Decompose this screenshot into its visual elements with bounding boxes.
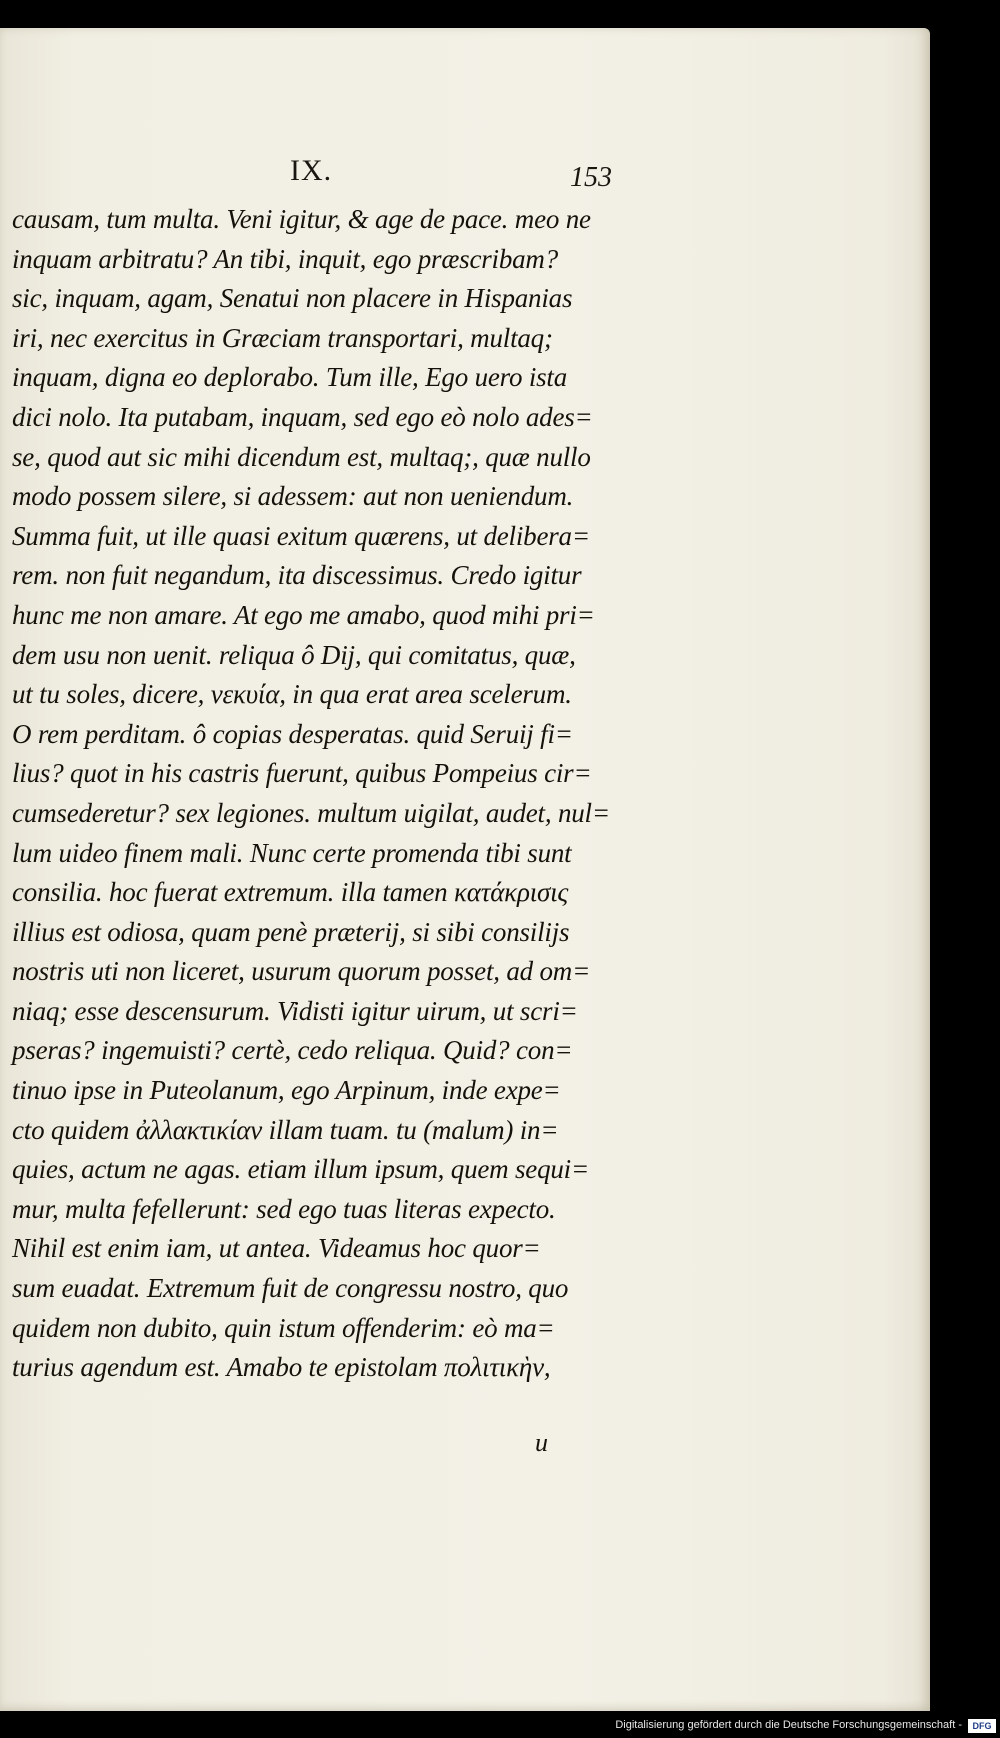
text-line: O rem perditam. ô copias desperatas. quid Seruij fi= — [12, 718, 573, 749]
text-line: lius? quot in his castris fuerunt, quibus Pompeius cir= — [12, 758, 592, 789]
text-line: cumsederetur? sex legiones. multum uigilat, audet, nul= — [12, 797, 610, 828]
text-line: dem usu non uenit. reliqua ô Dij, qui comitatus, quæ, — [12, 639, 576, 670]
text-line: ut tu soles, dicere, νεκυία, in qua erat area scelerum. — [12, 679, 572, 710]
text-line: niaq; esse descensurum. Vidisti igitur uirum, ut scri= — [12, 995, 578, 1026]
signature-mark: IX. — [290, 154, 333, 187]
text-line: quidem non dubito, quin istum offenderim: eò ma= — [12, 1312, 555, 1343]
text-line: lum uideo finem mali. Nunc certe promenda tibi sunt — [12, 837, 572, 868]
text-line: quies, actum ne agas. etiam illum ipsum, quem sequi= — [12, 1154, 590, 1185]
book-page — [0, 28, 930, 1711]
text-line: inquam, digna eo deplorabo. Tum ille, Ego uero ista — [12, 362, 568, 393]
text-line: Nihil est enim iam, ut antea. Videamus hoc quor= — [12, 1233, 541, 1264]
text-line: cto quidem ἀλλακτικίαν illam tuam. tu (malum) in= — [12, 1114, 559, 1145]
text-line: modo possem silere, si adessem: aut non ueniendum. — [12, 481, 574, 512]
page-header — [0, 134, 930, 194]
text-line: iri, nec exercitus in Græciam transportari, multaq; — [12, 322, 553, 353]
text-line: se, quod aut sic mihi dicendum est, multaq;, quæ nullo — [12, 441, 591, 472]
text-line: turius agendum est. Amabo te epistolam πολιτικὴν, — [12, 1352, 551, 1383]
text-line: Summa fuit, ut ille quasi exitum quærens, ut delibera= — [12, 520, 590, 551]
text-line: mur, multa fefellerunt: sed ego tuas literas expecto. — [12, 1193, 556, 1224]
footer-bar — [0, 1716, 1000, 1738]
text-line: pseras? ingemuisti? certè, cedo reliqua. Quid? con= — [12, 1035, 573, 1066]
text-line: sic, inquam, agam, Senatui non placere in Hispanias — [12, 283, 573, 314]
text-line: illius est odiosa, quam penè præterij, si sibi consilijs — [12, 916, 570, 947]
text-body — [12, 200, 652, 1388]
text-line: sum euadat. Extremum fuit de congressu nostro, quo — [12, 1273, 569, 1304]
text-line: rem. non fuit negandum, ita discessimus. Credo igitur — [12, 560, 582, 591]
text-line: hunc me non amare. At ego me amabo, quod mihi pri= — [12, 599, 595, 630]
text-line: inquam arbitratu? An tibi, inquit, ego præscribam? — [12, 243, 559, 274]
dfg-logo: DFG — [968, 1719, 996, 1733]
text-line: consilia. hoc fuerat extremum. illa tamen κατάκρισις — [12, 877, 569, 908]
page-number: 153 — [570, 162, 612, 193]
text-line: causam, tum multa. Veni igitur, & age de pace. meo ne — [12, 204, 591, 234]
text-line: nostris uti non liceret, usurum quorum posset, ad om= — [12, 956, 591, 987]
text-line: tinuo ipse in Puteolanum, ego Arpinum, inde expe= — [12, 1075, 561, 1106]
catchword: u — [535, 1428, 548, 1457]
text-line: dici nolo. Ita putabam, inquam, sed ego eò nolo ades= — [12, 401, 593, 432]
funding-credit: Digitalisierung gefördert durch die Deutsche Forschungsgemeinschaft - — [615, 1719, 962, 1731]
